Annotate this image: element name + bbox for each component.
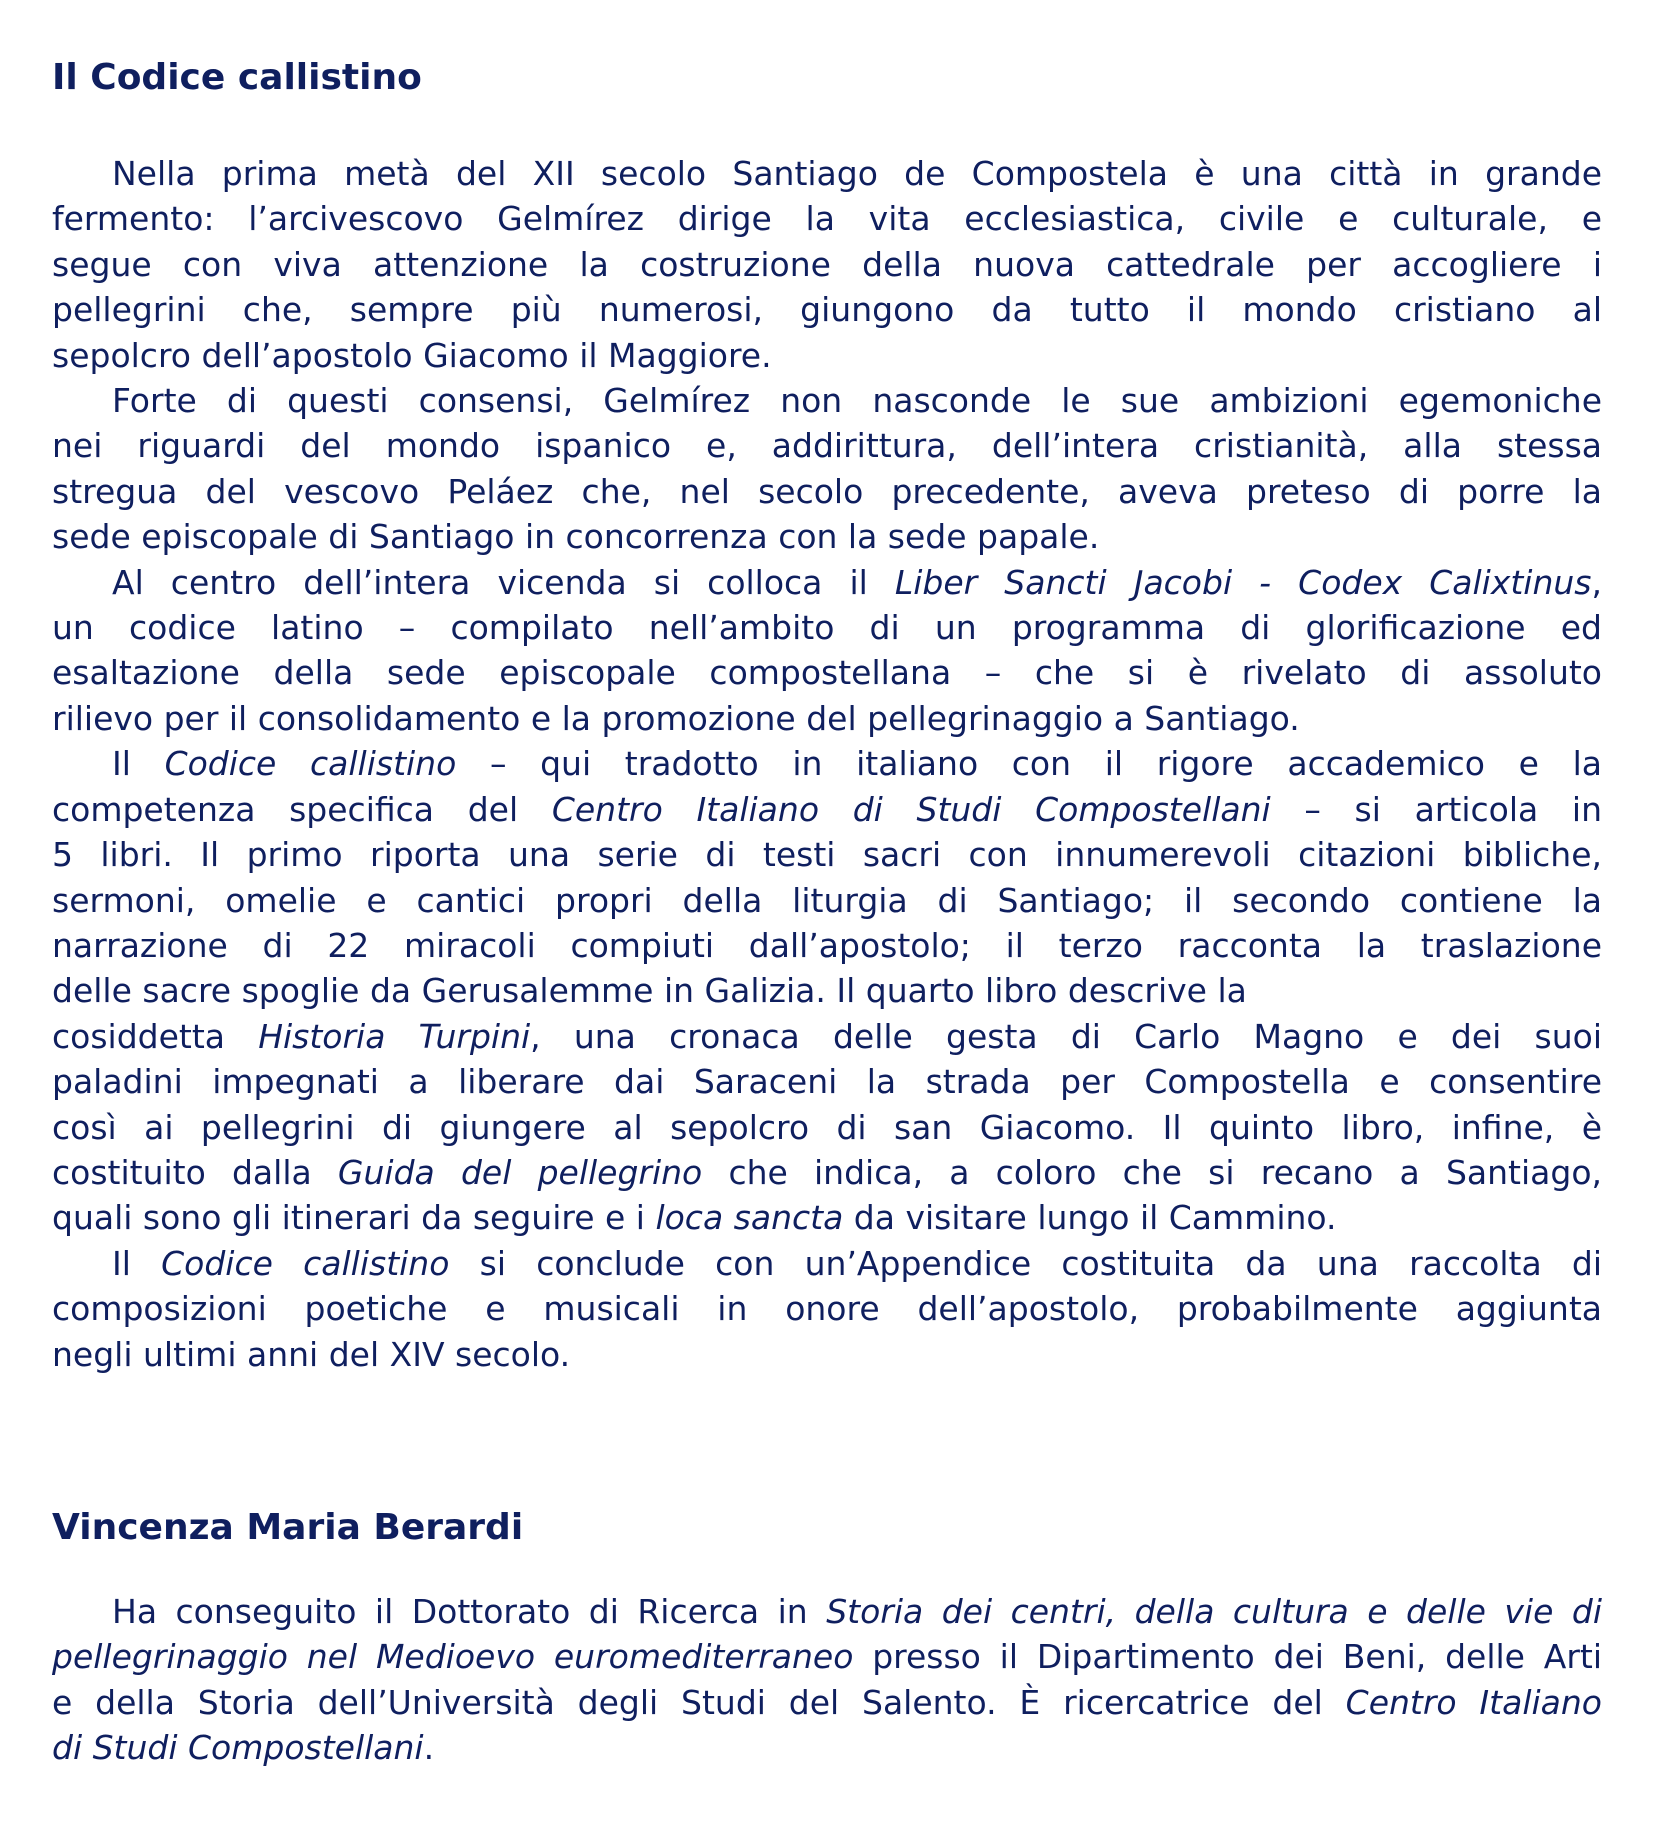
text-line [52, 650, 1602, 695]
text-run: da visitare lungo il Cammino. [843, 1198, 1337, 1238]
italic-text: di Studi Compostellani [52, 1728, 424, 1768]
author-title: Vincenza Maria Berardi [52, 1507, 524, 1548]
text-run: Forte di questi consensi, Gelmírez non nasconde le sue ambizioni egemoniche [112, 381, 1602, 421]
text-run: paladini impegnati a liberare dai Saraceni la strada per Compostella e consentire [52, 1062, 1602, 1102]
italic-text: Historia Turpini [258, 1016, 531, 1056]
text-line [52, 741, 1602, 786]
text-run: . [423, 1728, 435, 1768]
text-line [52, 1195, 1602, 1240]
text-run: e della Storia dell’Università degli Studi del Salento. È ricercatrice del [52, 1682, 1346, 1722]
text-line [52, 1725, 1602, 1770]
italic-text: Codice callistino [164, 744, 457, 784]
text-run: stregua del vescovo Peláez che, nel secolo precedente, aveva preteso di porre la [52, 471, 1602, 511]
text-run: – si articola in [1270, 789, 1602, 829]
italic-text: Centro Italiano di Studi Compostellani [551, 789, 1271, 829]
text-run: composizioni poetiche e musicali in onore dell’apostolo, probabilmente aggiunta [52, 1289, 1602, 1329]
text-run: segue con viva attenzione la costruzione della nuova cattedrale per accogliere i [52, 244, 1602, 284]
text-line [52, 968, 1602, 1013]
text-run: costituito dalla [52, 1152, 338, 1192]
text-line [52, 151, 1602, 196]
section-title: Il Codice callistino [52, 57, 422, 98]
text-run: Al centro dell’intera vicenda si colloca il [112, 562, 895, 602]
text-line [52, 1150, 1602, 1195]
text-run: delle sacre spoglie da Gerusalemme in Galizia. Il quarto libro descrive la [52, 971, 1247, 1011]
text-line [52, 1680, 1602, 1725]
text-run: che indica, a coloro che si recano a Santiago, [702, 1152, 1603, 1192]
text-line [52, 696, 1602, 741]
text-run: così ai pellegrini di giungere al sepolcro di san Giacomo. Il quinto libro, infine, è [52, 1107, 1602, 1147]
section-body [52, 151, 1602, 1377]
text-line [52, 1014, 1602, 1059]
text-run: rilievo per il consolidamento e la promozione del pellegrinaggio a Santiago. [52, 698, 1300, 738]
text-run: Il [112, 744, 165, 784]
text-line [52, 1332, 1602, 1377]
text-run: fermento: l’arcivescovo Gelmírez dirige la vita ecclesiastica, civile e culturale, e [52, 199, 1602, 239]
italic-text: pellegrinaggio nel Medioevo euromediterraneo [52, 1637, 854, 1677]
text-run: , una cronaca delle gesta di Carlo Magno e dei suoi [530, 1016, 1603, 1056]
text-run: nei riguardi del mondo ispanico e, addirittura, dell’intera cristianità, alla stessa [52, 426, 1602, 466]
text-line [52, 1286, 1602, 1331]
text-run: negli ultimi anni del XIV secolo. [52, 1334, 571, 1374]
italic-text: Liber Sancti Jacobi - Codex Calixtinus [894, 562, 1592, 602]
text-run: sepolcro dell’apostolo Giacomo il Maggiore. [52, 335, 772, 375]
italic-text: loca sancta [655, 1198, 844, 1238]
text-line [52, 1634, 1602, 1679]
text-run: competenza specifica del [52, 789, 552, 829]
text-line [52, 469, 1602, 514]
text-run: – qui tradotto in italiano con il rigore accademico e la [456, 744, 1603, 784]
text-run: narrazione di 22 miracoli compiuti dall’apostolo; il terzo racconta la traslazione [52, 925, 1602, 965]
text-run: si conclude con un’Appendice costituita da una raccolta di [449, 1243, 1603, 1283]
text-line [52, 560, 1602, 605]
text-line [52, 287, 1602, 332]
italic-text: Centro Italiano [1345, 1682, 1602, 1722]
author-bio [52, 1589, 1602, 1771]
text-line [52, 832, 1602, 877]
italic-text: Codice callistino [161, 1243, 450, 1283]
text-line [52, 196, 1602, 241]
text-line [52, 1589, 1602, 1634]
text-run: Il [112, 1243, 162, 1283]
text-line [52, 787, 1602, 832]
text-run: esaltazione della sede episcopale compostellana – che si è rivelato di assoluto [52, 653, 1602, 693]
text-line [52, 878, 1602, 923]
text-line [52, 242, 1602, 287]
text-run: quali sono gli itinerari da seguire e i [52, 1198, 656, 1238]
text-line [52, 1105, 1602, 1150]
text-run: presso il Dipartimento dei Beni, delle Arti [853, 1637, 1603, 1677]
italic-text: Storia dei centri, della cultura e delle vie di [826, 1592, 1602, 1631]
text-run: Nella prima metà del XII secolo Santiago de Compostela è una città in grande [112, 154, 1602, 193]
text-run: cosiddetta [52, 1016, 259, 1056]
text-line [52, 1059, 1602, 1104]
text-run: , [1591, 562, 1602, 602]
text-run: sermoni, omelie e cantici propri della liturgia di Santiago; il secondo contiene la [52, 880, 1602, 920]
text-line [52, 333, 1602, 378]
text-line [52, 378, 1602, 423]
text-line [52, 605, 1602, 650]
text-line [52, 514, 1602, 559]
text-run: sede episcopale di Santiago in concorrenza con la sede papale. [52, 517, 1100, 557]
text-line [52, 923, 1602, 968]
text-run: 5 libri. Il primo riporta una serie di testi sacri con innumerevoli citazioni bibliche, [52, 835, 1602, 875]
text-line [52, 423, 1602, 468]
text-run: Ha conseguito il Dottorato di Ricerca in [112, 1592, 827, 1631]
text-line [52, 1241, 1602, 1286]
text-run: un codice latino – compilato nell’ambito di un programma di glorificazione ed [52, 608, 1602, 648]
italic-text: Guida del pellegrino [337, 1152, 703, 1192]
text-run: pellegrini che, sempre più numerosi, giungono da tutto il mondo cristiano al [52, 290, 1602, 330]
